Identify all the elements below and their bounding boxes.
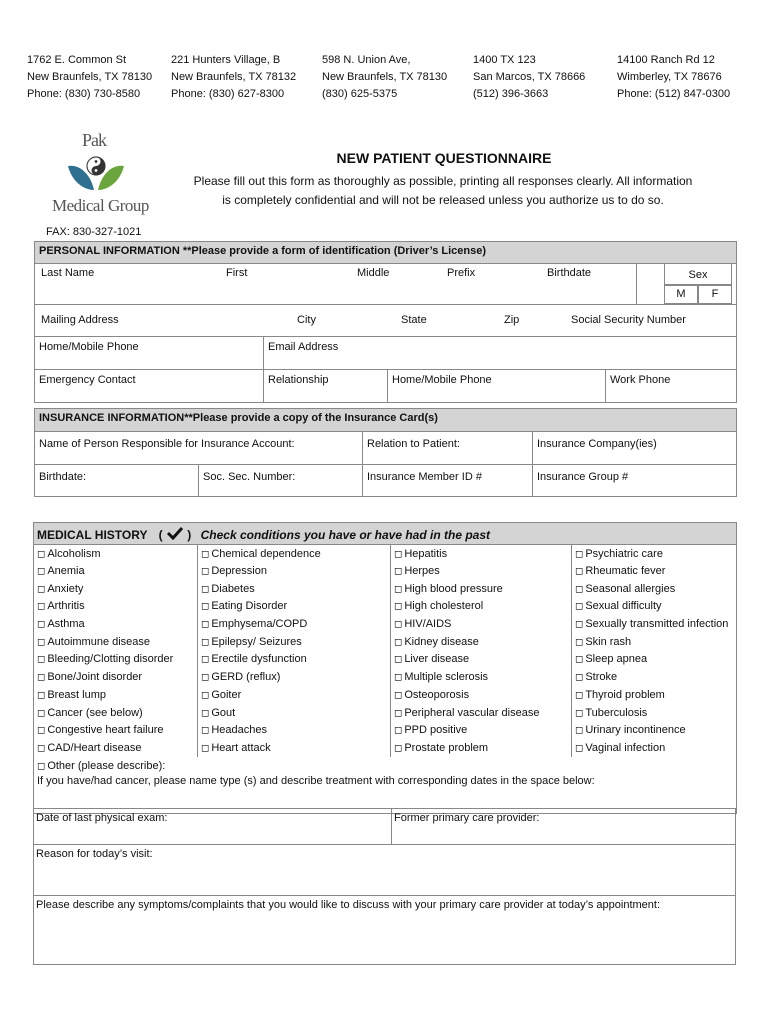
condition-label: Rheumatic fever xyxy=(585,565,666,578)
condition-item[interactable] xyxy=(391,651,572,669)
checkbox-icon[interactable]: ◻ xyxy=(37,548,46,560)
checkbox-icon[interactable]: ◻ xyxy=(37,601,46,613)
condition-item[interactable] xyxy=(198,704,391,722)
personal-info-heading: PERSONAL INFORMATION **Please provide a form of identification (Driver’s License) xyxy=(35,242,737,264)
location-2 xyxy=(171,52,296,103)
condition-label: Skin rash xyxy=(585,635,632,648)
relation-to-patient-label: Relation to Patient: xyxy=(367,438,460,450)
medical-history-row xyxy=(34,545,737,563)
condition-label: Sexually transmitted infection xyxy=(585,618,729,631)
condition-item[interactable] xyxy=(34,721,198,739)
medical-history-instruction: Check conditions you have or have had in the past xyxy=(200,527,491,542)
condition-label: Erectile dysfunction xyxy=(211,653,307,666)
location-3 xyxy=(322,52,447,103)
condition-item[interactable] xyxy=(34,686,198,704)
condition-item[interactable] xyxy=(391,721,572,739)
location-4 xyxy=(473,52,585,103)
birthdate-label: Birthdate xyxy=(547,267,592,279)
city-label: City xyxy=(297,314,316,326)
medical-history-heading xyxy=(34,523,737,545)
insurance-company-field[interactable] xyxy=(533,432,737,465)
condition-item[interactable] xyxy=(34,704,198,722)
checkbox-icon[interactable]: ◻ xyxy=(37,742,46,754)
condition-label: Bone/Joint disorder xyxy=(47,671,143,684)
location-city: New Braunfels, TX 78132 xyxy=(171,71,297,83)
condition-item[interactable] xyxy=(34,545,198,563)
condition-label: Arthritis xyxy=(47,600,85,613)
prefix-label: Prefix xyxy=(447,267,476,279)
condition-label: Stroke xyxy=(585,671,618,684)
condition-item[interactable] xyxy=(572,562,737,580)
condition-label: Tuberculosis xyxy=(585,706,648,719)
checkbox-icon[interactable]: ◻ xyxy=(201,566,210,578)
condition-item[interactable] xyxy=(572,686,737,704)
state-label: State xyxy=(401,314,427,326)
location-city: San Marcos, TX 78666 xyxy=(473,71,586,83)
condition-item[interactable] xyxy=(198,598,391,616)
condition-label: High cholesterol xyxy=(404,600,484,613)
checkbox-icon[interactable]: ◻ xyxy=(37,566,46,578)
insurance-birthdate-label: Birthdate: xyxy=(39,471,87,483)
intro-line-1: Please fill out this form as thoroughly as possible, printing all responses clearly. All information xyxy=(193,174,693,188)
ssn-label: Social Security Number xyxy=(571,314,686,326)
emergency-phone-label: Home/Mobile Phone xyxy=(392,374,492,386)
cancer-note-label: If you have/had cancer, please name type (s) and describe treatment with corresponding dates in the space below: xyxy=(37,775,595,788)
condition-label: Osteoporosis xyxy=(404,688,470,701)
condition-label: Alcoholism xyxy=(47,547,101,560)
condition-item[interactable] xyxy=(391,580,572,598)
location-street: 1400 TX 123 xyxy=(473,54,536,66)
condition-label: Eating Disorder xyxy=(211,600,288,613)
condition-label: Urinary incontinence xyxy=(585,724,686,737)
location-city: New Braunfels, TX 78130 xyxy=(27,71,153,83)
checkbox-icon[interactable]: ◻ xyxy=(37,672,46,684)
sex-male-option[interactable]: M xyxy=(664,285,698,304)
checkbox-icon[interactable]: ◻ xyxy=(201,583,210,595)
checkbox-icon[interactable]: ◻ xyxy=(394,566,403,578)
condition-item[interactable] xyxy=(198,686,391,704)
checkbox-icon[interactable]: ◻ xyxy=(575,725,584,737)
condition-item[interactable] xyxy=(572,651,737,669)
checkbox-icon[interactable]: ◻ xyxy=(201,636,210,648)
work-phone-field[interactable] xyxy=(606,370,737,403)
condition-item[interactable] xyxy=(198,562,391,580)
condition-label: Heart attack xyxy=(211,741,271,754)
former-provider-field[interactable] xyxy=(391,808,736,845)
condition-label: Headaches xyxy=(211,724,267,737)
checkbox-icon[interactable]: ◻ xyxy=(201,707,210,719)
visit-reason-field[interactable] xyxy=(33,844,736,896)
condition-item[interactable] xyxy=(391,562,572,580)
location-phone: (512) 396-3663 xyxy=(473,88,549,100)
condition-item[interactable] xyxy=(198,615,391,633)
relationship-field[interactable] xyxy=(264,370,388,403)
condition-item[interactable] xyxy=(198,545,391,563)
condition-item[interactable] xyxy=(34,633,198,651)
location-street: 1762 E. Common St xyxy=(27,54,127,66)
paren-open: ( xyxy=(158,527,163,542)
checkbox-icon[interactable]: ◻ xyxy=(394,636,403,648)
checkbox-icon[interactable]: ◻ xyxy=(394,583,403,595)
condition-item[interactable] xyxy=(572,545,737,563)
emergency-phone-field[interactable] xyxy=(388,370,606,403)
condition-label: CAD/Heart disease xyxy=(47,741,142,754)
checkbox-icon[interactable]: ◻ xyxy=(37,725,46,737)
symptoms-field[interactable] xyxy=(33,895,736,965)
medical-history-row xyxy=(34,615,737,633)
medical-history-row xyxy=(34,633,737,651)
medical-history-row xyxy=(34,668,737,686)
condition-item[interactable] xyxy=(391,545,572,563)
checkbox-icon[interactable]: ◻ xyxy=(37,654,46,666)
emergency-contact-label: Emergency Contact xyxy=(39,374,136,386)
checkbox-icon[interactable]: ◻ xyxy=(394,672,403,684)
relation-to-patient-field[interactable] xyxy=(363,432,533,465)
condition-item[interactable] xyxy=(572,580,737,598)
insurance-ssn-label: Soc. Sec. Number: xyxy=(203,471,296,483)
checkbox-icon[interactable]: ◻ xyxy=(37,636,46,648)
condition-label: Chemical dependence xyxy=(211,547,321,560)
condition-label: Kidney disease xyxy=(404,635,479,648)
checkbox-icon[interactable]: ◻ xyxy=(575,707,584,719)
personal-info-section xyxy=(34,241,737,403)
condition-item[interactable] xyxy=(391,633,572,651)
insurance-company-label: Insurance Company(ies) xyxy=(537,438,657,450)
checkbox-icon[interactable]: ◻ xyxy=(575,601,584,613)
location-street: 221 Hunters Village, B xyxy=(171,54,281,66)
condition-item[interactable] xyxy=(34,615,198,633)
condition-label: Peripheral vascular disease xyxy=(404,706,540,719)
condition-item[interactable] xyxy=(572,598,737,616)
middle-name-label: Middle xyxy=(357,267,390,279)
logo-text-top: Pak xyxy=(82,130,106,150)
insurance-member-id-label: Insurance Member ID # xyxy=(367,471,482,483)
insurance-info-heading: INSURANCE INFORMATION**Please provide a copy of the Insurance Card(s) xyxy=(35,409,737,432)
checkbox-icon[interactable]: ◻ xyxy=(575,689,584,701)
checkbox-icon[interactable]: ◻ xyxy=(201,601,210,613)
other-condition-row[interactable] xyxy=(34,757,737,775)
condition-label: Bleeding/Clotting disorder xyxy=(47,653,174,666)
condition-item[interactable] xyxy=(391,668,572,686)
condition-item[interactable] xyxy=(198,721,391,739)
intro-line-2: is completely confidential and will not be released unless you authorize us to do so. xyxy=(222,193,664,207)
insurance-birthdate-field[interactable] xyxy=(35,465,199,497)
emergency-contact-field[interactable] xyxy=(35,370,264,403)
checkmark-icon xyxy=(166,526,184,540)
checkbox-icon[interactable]: ◻ xyxy=(37,760,46,772)
medical-history-section xyxy=(33,522,737,814)
medical-history-row xyxy=(34,739,737,757)
insurance-ssn-field[interactable] xyxy=(199,465,363,497)
condition-label: Sleep apnea xyxy=(585,653,648,666)
page-title: NEW PATIENT QUESTIONNAIRE xyxy=(336,150,552,166)
condition-item[interactable] xyxy=(34,580,198,598)
logo-text-bottom: Medical Group xyxy=(52,196,149,215)
condition-item[interactable] xyxy=(391,615,572,633)
condition-item[interactable] xyxy=(391,704,572,722)
condition-item[interactable] xyxy=(34,739,198,757)
condition-item[interactable] xyxy=(34,668,198,686)
fax-number: FAX: 830-327-1021 xyxy=(46,226,142,238)
checkbox-icon[interactable]: ◻ xyxy=(394,601,403,613)
location-street: 598 N. Union Ave, xyxy=(322,54,411,66)
former-provider-label: Former primary care provider: xyxy=(394,812,540,824)
insurance-responsible-label: Name of Person Responsible for Insurance Account: xyxy=(39,438,295,450)
condition-label: Multiple sclerosis xyxy=(404,671,489,684)
checkbox-icon[interactable]: ◻ xyxy=(37,619,46,631)
condition-item[interactable] xyxy=(34,598,198,616)
checkbox-icon[interactable]: ◻ xyxy=(201,548,210,560)
checkbox-icon[interactable]: ◻ xyxy=(37,689,46,701)
condition-label: Herpes xyxy=(404,565,440,578)
medical-history-row xyxy=(34,580,737,598)
medical-history-row xyxy=(34,651,737,669)
location-5 xyxy=(617,52,730,103)
checkbox-icon[interactable]: ◻ xyxy=(394,725,403,737)
work-phone-label: Work Phone xyxy=(610,374,671,386)
checkbox-icon[interactable]: ◻ xyxy=(575,583,584,595)
location-phone: Phone: (830) 730-8580 xyxy=(27,88,141,100)
location-city: New Braunfels, TX 78130 xyxy=(322,71,448,83)
condition-label: High blood pressure xyxy=(404,582,503,595)
condition-label: Autoimmune disease xyxy=(47,635,151,648)
checkbox-icon[interactable]: ◻ xyxy=(394,707,403,719)
checkbox-icon[interactable]: ◻ xyxy=(394,654,403,666)
condition-item[interactable] xyxy=(198,739,391,757)
condition-label: GERD (reflux) xyxy=(211,671,281,684)
condition-item[interactable] xyxy=(391,739,572,757)
checkbox-icon[interactable]: ◻ xyxy=(575,566,584,578)
checkbox-icon[interactable]: ◻ xyxy=(575,619,584,631)
location-phone: (830) 625-5375 xyxy=(322,88,398,100)
location-city: Wimberley, TX 78676 xyxy=(617,71,722,83)
location-street: 14100 Ranch Rd 12 xyxy=(617,54,715,66)
condition-item[interactable] xyxy=(391,686,572,704)
medical-history-row xyxy=(34,704,737,722)
checkbox-icon[interactable]: ◻ xyxy=(575,654,584,666)
condition-label: Asthma xyxy=(47,618,85,631)
checkbox-icon[interactable]: ◻ xyxy=(394,619,403,631)
medical-history-row xyxy=(34,562,737,580)
condition-label: Diabetes xyxy=(211,582,255,595)
condition-label: Liver disease xyxy=(404,653,470,666)
email-field[interactable] xyxy=(264,337,737,370)
insurance-group-field[interactable] xyxy=(533,465,737,497)
checkbox-icon[interactable]: ◻ xyxy=(201,689,210,701)
checkbox-icon[interactable]: ◻ xyxy=(201,725,210,737)
condition-item[interactable] xyxy=(34,562,198,580)
home-phone-label: Home/Mobile Phone xyxy=(39,341,139,353)
checkbox-icon[interactable]: ◻ xyxy=(575,672,584,684)
checkbox-icon[interactable]: ◻ xyxy=(201,672,210,684)
condition-item[interactable] xyxy=(198,651,391,669)
checkbox-icon[interactable]: ◻ xyxy=(201,654,210,666)
condition-label: Epilepsy/ Seizures xyxy=(211,635,302,648)
condition-label: Thyroid problem xyxy=(585,688,665,701)
checkbox-icon[interactable]: ◻ xyxy=(37,707,46,719)
condition-label: HIV/AIDS xyxy=(404,618,452,631)
sex-label: Sex xyxy=(664,263,732,285)
symptoms-label: Please describe any symptoms/complaints that you would like to discuss with your primary care provider at today’s appointment: xyxy=(36,899,661,911)
location-phone: Phone: (512) 847-0300 xyxy=(617,88,731,100)
checkbox-icon[interactable]: ◻ xyxy=(575,742,584,754)
condition-item[interactable] xyxy=(34,651,198,669)
checkbox-icon[interactable]: ◻ xyxy=(575,636,584,648)
condition-item[interactable] xyxy=(391,598,572,616)
condition-label: Goiter xyxy=(211,688,242,701)
condition-label: Prostate problem xyxy=(404,741,489,754)
paren-close: ) xyxy=(187,527,192,542)
condition-label: Seasonal allergies xyxy=(585,582,676,595)
relationship-label: Relationship xyxy=(268,374,329,386)
medical-history-row xyxy=(34,721,737,739)
zip-label: Zip xyxy=(504,314,520,326)
condition-item[interactable] xyxy=(198,668,391,686)
condition-label: Congestive heart failure xyxy=(47,724,164,737)
condition-label: PPD positive xyxy=(404,724,468,737)
condition-item[interactable] xyxy=(572,668,737,686)
last-physical-exam-field[interactable] xyxy=(33,808,391,845)
location-1 xyxy=(27,52,152,103)
condition-label: Cancer (see below) xyxy=(47,706,143,719)
condition-item[interactable] xyxy=(572,721,737,739)
condition-label: Breast lump xyxy=(47,688,107,701)
condition-item[interactable] xyxy=(198,580,391,598)
condition-label: Emphysema/COPD xyxy=(211,618,308,631)
other-condition-label: Other (please describe): xyxy=(47,759,166,772)
condition-item[interactable] xyxy=(572,704,737,722)
location-phone: Phone: (830) 627-8300 xyxy=(171,88,285,100)
last-name-label: Last Name xyxy=(41,267,95,279)
condition-label: Hepatitis xyxy=(404,547,448,560)
checkbox-icon[interactable]: ◻ xyxy=(201,619,210,631)
mailing-address-row[interactable] xyxy=(35,305,737,337)
email-label: Email Address xyxy=(268,341,339,353)
checkbox-icon[interactable]: ◻ xyxy=(37,583,46,595)
mailing-address-label: Mailing Address xyxy=(41,314,119,326)
condition-label: Gout xyxy=(211,706,236,719)
insurance-group-label: Insurance Group # xyxy=(537,471,629,483)
name-row[interactable] xyxy=(35,264,719,305)
insurance-responsible-field[interactable] xyxy=(35,432,363,465)
condition-label: Anxiety xyxy=(47,582,84,595)
checkbox-icon[interactable]: ◻ xyxy=(575,548,584,560)
condition-label: Vaginal infection xyxy=(585,741,666,754)
insurance-member-id-field[interactable] xyxy=(363,465,533,497)
condition-item[interactable] xyxy=(572,633,737,651)
intro-text xyxy=(118,172,768,210)
condition-item[interactable] xyxy=(572,739,737,757)
visit-reason-label: Reason for today’s visit: xyxy=(36,848,153,860)
last-physical-exam-label: Date of last physical exam: xyxy=(36,812,168,824)
condition-label: Anemia xyxy=(47,565,85,578)
condition-item[interactable] xyxy=(198,633,391,651)
medical-history-row xyxy=(34,686,737,704)
insurance-info-section xyxy=(34,408,737,497)
medical-history-row xyxy=(34,598,737,616)
sex-female-option[interactable]: F xyxy=(698,285,732,304)
checkbox-icon[interactable]: ◻ xyxy=(201,742,210,754)
condition-label: Psychiatric care xyxy=(585,547,663,560)
medical-history-title: MEDICAL HISTORY xyxy=(37,527,148,542)
condition-label: Depression xyxy=(211,565,267,578)
first-name-label: First xyxy=(226,267,248,279)
home-phone-field[interactable] xyxy=(35,337,264,370)
checkbox-icon[interactable]: ◻ xyxy=(394,548,403,560)
checkbox-icon[interactable]: ◻ xyxy=(394,742,403,754)
checkbox-icon[interactable]: ◻ xyxy=(394,689,403,701)
condition-item[interactable] xyxy=(572,615,737,633)
condition-label: Sexual difficulty xyxy=(585,600,662,613)
